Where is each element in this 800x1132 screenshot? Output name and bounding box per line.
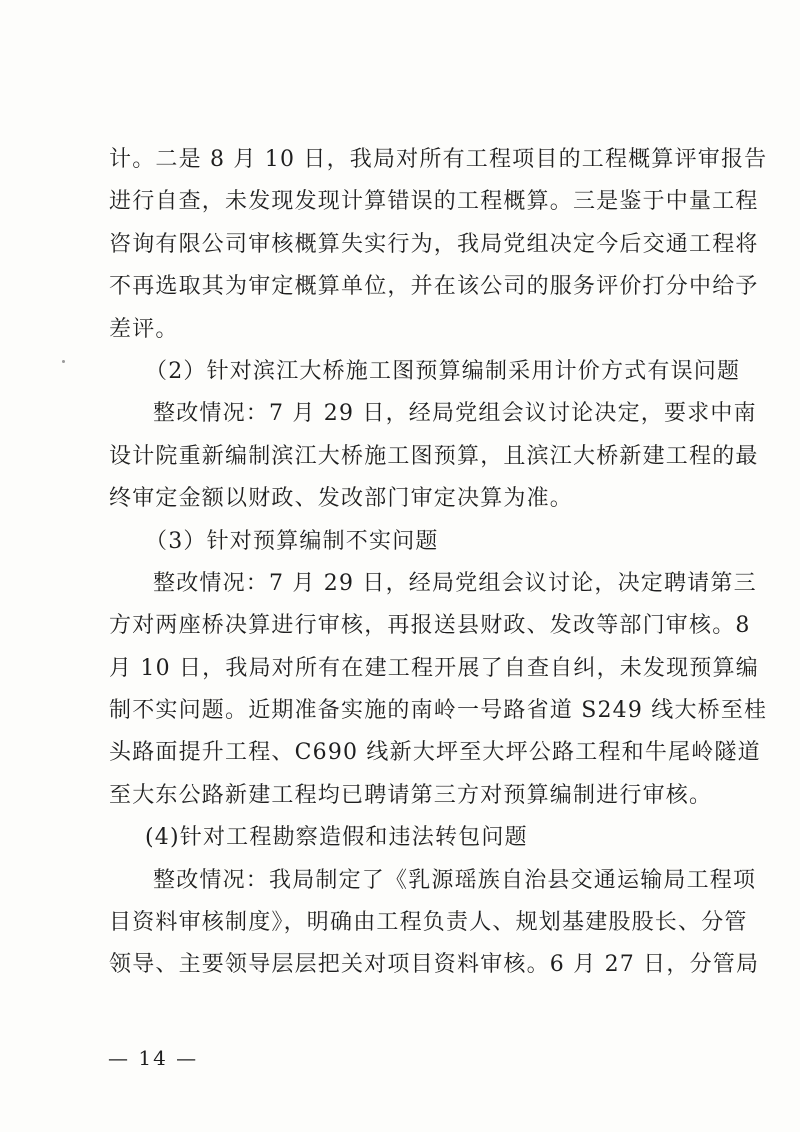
section-heading-2: （2）针对滨江大桥施工图预算编制采用计价方式有误问题 — [145, 358, 741, 384]
section-heading-3: （3）针对预算编制不实问题 — [145, 528, 439, 554]
text-line: 整改情况：7 月 29 日，经局党组会议讨论决定，要求中南 — [153, 401, 757, 427]
text-line: 整改情况：7 月 29 日，经局党组会议讨论，决定聘请第三 — [153, 570, 757, 596]
text-line: 咨询有限公司审核概算失实行为，我局党组决定今后交通工程将 — [109, 231, 759, 257]
text-line: 不再选取其为审定概算单位，并在该公司的服务评价打分中给予 — [109, 274, 759, 300]
text-line: 整改情况：我局制定了《乳源瑶族自治县交通运输局工程项 — [153, 867, 757, 893]
section-heading-4: (4)针对工程勘察造假和违法转包问题 — [145, 825, 528, 851]
text-line: 领导、主要领导层层把关对项目资料审核。6 月 27 日，分管局 — [109, 952, 760, 978]
text-line: 差评。 — [109, 316, 179, 342]
text-line: 至大东公路新建工程均已聘请第三方对预算编制进行审核。 — [109, 782, 713, 808]
text-line: 计。二是 8 月 10 日，我局对所有工程项目的工程概算评审报告 — [109, 147, 768, 172]
text-line: 月 10 日，我局对所有在建工程开展了自查自纠，未发现预算编 — [109, 655, 759, 681]
text-line: 设计院重新编制滨江大桥施工图预算，且滨江大桥新建工程的最 — [109, 443, 759, 469]
text-line: 制不实问题。近期准备实施的南岭一号路省道 S249 线大桥至桂 — [109, 698, 768, 724]
text-line: 头路面提升工程、C690 线新大坪至大坪公路工程和牛尾岭隧道 — [109, 740, 761, 766]
text-line: 目资料审核制度》，明确由工程负责人、规划基建股股长、分管 — [109, 910, 748, 936]
text-line: 终审定金额以财政、发改部门审定决算为准。 — [109, 486, 574, 512]
text-line: 方对两座桥决算进行审核，再报送县财政、发改等部门审核。8 — [109, 613, 751, 639]
text-line: 进行自查，未发现发现计算错误的工程概算。三是鉴于中量工程 — [109, 189, 759, 215]
body-text — [109, 139, 768, 987]
scan-mark — [62, 360, 65, 363]
page-number: — 14 — — [108, 1046, 199, 1070]
